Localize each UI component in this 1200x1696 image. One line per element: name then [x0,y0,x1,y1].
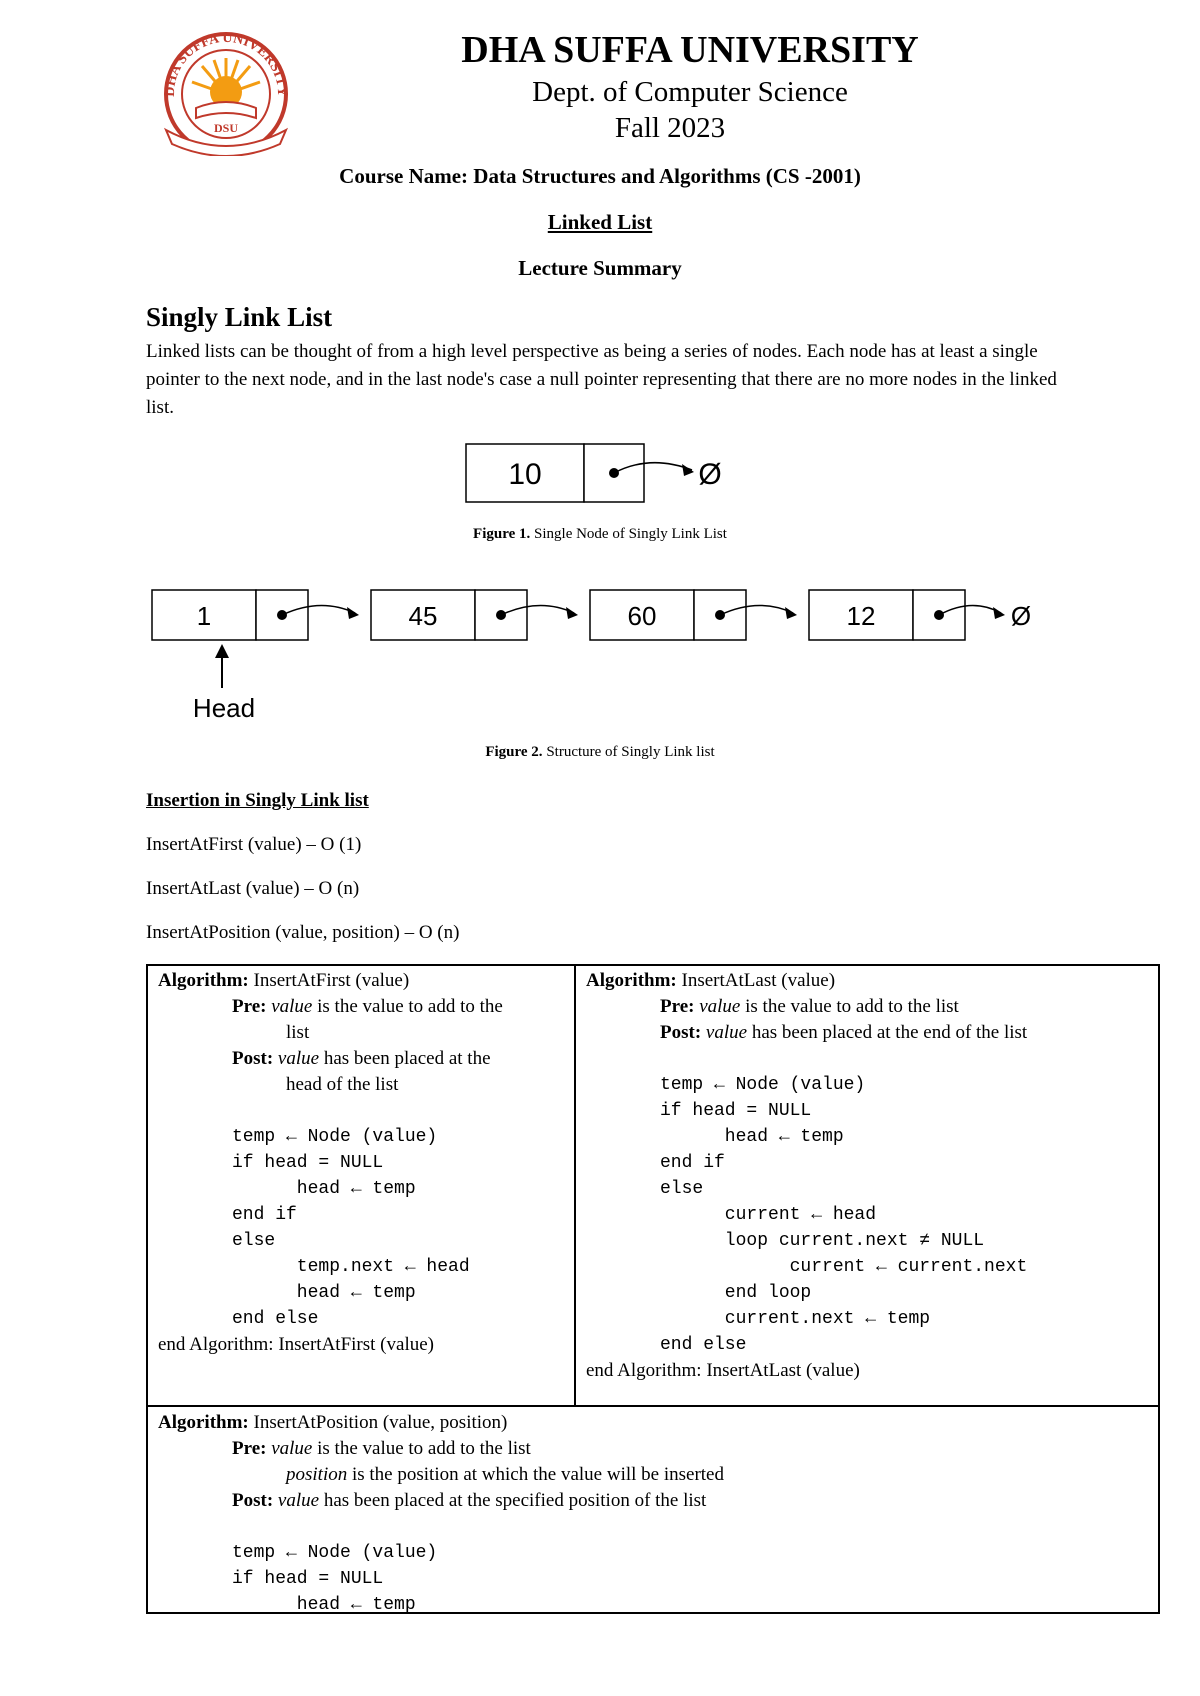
alg-insert-first-cell [158,968,568,1358]
null-symbol: Ø [1010,601,1032,631]
term: Fall 2023 [614,112,726,144]
alg-title: InsertAtLast (value) [676,970,836,991]
table-column-divider [574,964,576,1407]
figure1-caption-label: Figure 1. [473,526,531,542]
head-arrowhead [215,644,229,658]
post-text-cont: head of the list [286,1074,399,1095]
code-line: end loop [660,1283,812,1303]
insertion-heading: Insertion in Singly Link list [146,790,369,811]
arrowhead [682,464,694,476]
code-line: temp ← Node (value) [660,1075,866,1095]
code-line: head ← temp [232,1595,416,1615]
section-heading: Singly Link List [146,302,333,332]
department-name: Dept. of Computer Science [532,76,848,108]
arrowhead [347,607,359,619]
alg-title: InsertAtFirst (value) [248,970,410,991]
node-value: 12 [846,601,876,631]
figure2-caption-text: Structure of Singly Link list [542,744,715,760]
pre-text: is the value to add to the list [740,996,959,1017]
op-insert-position: InsertAtPosition (value, position) – O (n) [146,922,460,943]
alg-title: InsertAtPosition (value, position) [248,1412,508,1433]
code-line: temp.next ← head [232,1257,470,1277]
op-insert-first: InsertAtFirst (value) – O (1) [146,834,362,855]
pre-text-cont: list [286,1022,310,1043]
alg-label: Algorithm: [158,970,249,991]
code-line: head ← temp [232,1179,416,1199]
pre-text2: is the position at which the value will be inserted [347,1464,724,1485]
code-line: temp ← Node (value) [232,1543,438,1563]
code-line: end else [232,1309,319,1329]
code-line: if head = NULL [232,1153,384,1173]
pre-var2: position [286,1464,348,1485]
figure1-caption [0,526,1200,543]
pre-label: Pre: [660,996,695,1017]
pre-var: value [271,1438,313,1459]
head-label: Head [192,693,256,723]
op-insert-last: InsertAtLast (value) – O (n) [146,878,360,899]
post-var: value [277,1048,320,1069]
post-text: has been placed at the [319,1048,491,1069]
post-label: Post: [232,1048,274,1069]
node-value: 10 [508,458,542,491]
post-label: Post: [232,1490,274,1511]
alg-end: end Algorithm: InsertAtLast (value) [586,1360,860,1381]
logo-badge: DSU [213,121,239,135]
post-text: has been placed at the specified position of the list [319,1490,707,1511]
pre-var: value [271,996,313,1017]
course-name: Course Name: Data Structures and Algorithms (CS -2001) [339,164,861,188]
pre-var: value [699,996,741,1017]
code-line: current ← head [660,1205,877,1225]
figure1-diagram [460,438,760,508]
pre-label: Pre: [232,1438,267,1459]
arrowhead [785,607,797,619]
pre-text: is the value to add to the [312,996,503,1017]
code-line: if head = NULL [660,1101,812,1121]
lecture-summary-title: Lecture Summary [518,256,682,280]
alg-insert-last-cell [586,968,1156,1384]
figure2-diagram [146,580,1066,730]
arrowhead [993,607,1005,619]
code-line: head ← temp [660,1127,844,1147]
intro-paragraph: Linked lists can be thought of from a high level perspective as being a series of nodes. Each node has at least a single pointer to the next node, and in the last node's case a null pointer representing that there are no more nodes in the linked list. [146,341,1057,418]
code-line: loop current.next ≠ NULL [660,1231,985,1251]
code-line: else [232,1231,276,1251]
code-line: if head = NULL [232,1569,384,1589]
code-line: current.next ← temp [660,1309,931,1329]
alg-label: Algorithm: [586,970,677,991]
pre-label: Pre: [232,996,267,1017]
post-text: has been placed at the end of the list [747,1022,1028,1043]
alg-insert-position-cell [158,1410,1148,1618]
code-line: current ← current.next [660,1257,1028,1277]
post-label: Post: [660,1022,702,1043]
logo-ring-text: DHA SUFFA UNIVERSITY [162,30,290,98]
arrowhead [566,607,578,619]
code-line: head ← temp [232,1283,416,1303]
code-line: temp ← Node (value) [232,1127,438,1147]
figure1-caption-text: Single Node of Singly Link List [530,526,727,542]
node-value: 1 [196,601,212,631]
alg-end: end Algorithm: InsertAtFirst (value) [158,1334,434,1355]
node-value: 45 [408,601,438,631]
code-line: end else [660,1335,747,1355]
post-var: value [277,1490,320,1511]
code-line: end if [660,1153,725,1173]
pre-text: is the value to add to the list [312,1438,531,1459]
university-logo [152,22,300,156]
figure2-caption-label: Figure 2. [485,744,543,760]
alg-label: Algorithm: [158,1412,249,1433]
university-name: DHA SUFFA UNIVERSITY [461,29,919,71]
post-var: value [705,1022,748,1043]
figure2-caption [0,744,1200,761]
code-line: end if [232,1205,297,1225]
code-line: else [660,1179,704,1199]
topic-title: Linked List [547,210,653,234]
node-value: 60 [627,601,657,631]
null-symbol: Ø [698,458,722,491]
table-row-divider [146,1405,1160,1407]
